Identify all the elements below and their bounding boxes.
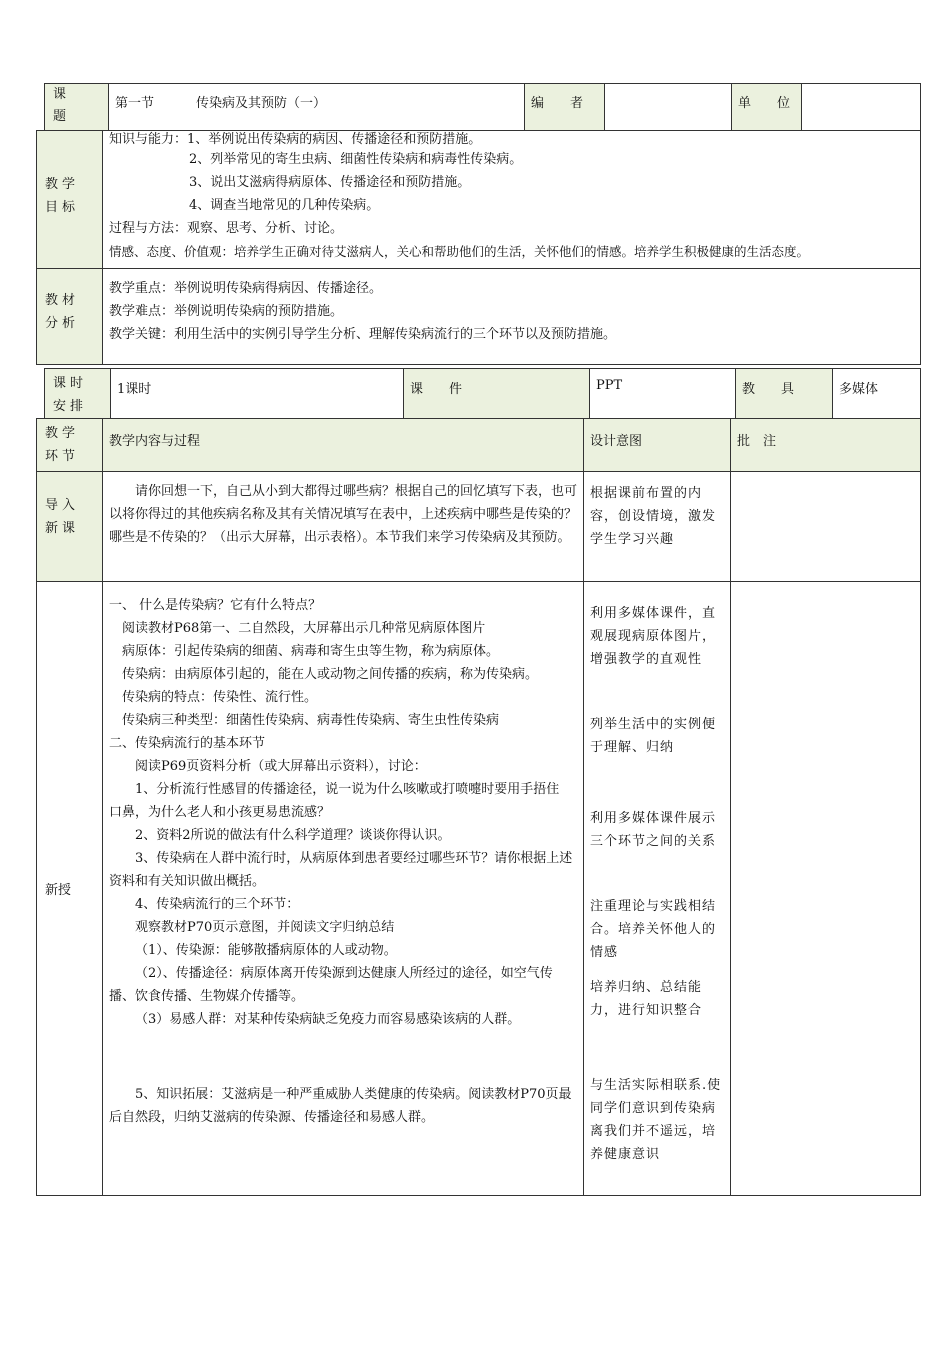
new-line: 1、分析流行性感冒的传播途径，说一说为什么咳嗽或打喷嚏时要用手捂住 <box>135 782 560 797</box>
new-intent: 与生活实际相联系.使同学们意识到传染病离我们并不遥远，培养健康意识 <box>590 1078 722 1162</box>
unit-label: 单 位 <box>738 96 791 111</box>
topic-label: 课题 <box>53 87 69 124</box>
new-line: 3、传染病在人群中流行时，从病原体到患者要经过哪些环节？请你根据上述资料和有关知识做出概括。 <box>109 851 573 889</box>
courseware-label-cell <box>404 369 590 422</box>
courseware-label: 课 件 <box>410 382 463 397</box>
process-table <box>36 418 921 1196</box>
courseware-value: PPT <box>596 378 623 393</box>
new-notes <box>731 582 921 1196</box>
tools-value: 多媒体 <box>839 382 879 397</box>
intro-intent-cell <box>584 472 731 582</box>
unit-label-cell <box>732 84 802 131</box>
tools-value-cell <box>833 369 921 422</box>
analysis-line: 教学重点：举例说明传染病得病因、传播途径。 <box>109 281 383 296</box>
topic-section: 第一节 <box>115 96 155 111</box>
notes-header: 批 注 <box>731 419 921 472</box>
analysis-line: 教学难点：举例说明传染病的预防措施。 <box>109 304 344 319</box>
new-line: 5、知识拓展：艾滋病是一种严重威胁人类健康的传染病。阅读教材P70页最后自然段，归纳艾滋病的传染源、传播途径和易感人群。 <box>109 1087 572 1125</box>
goal-line: 4、调查当地常见的几种传染病。 <box>189 198 380 213</box>
courseware-value-cell <box>590 369 736 422</box>
intro-stage-cell <box>37 472 103 582</box>
topic-label-cell <box>45 84 109 131</box>
new-line: 一、 什么是传染病？它有什么特点？ <box>109 598 322 613</box>
schedule-label-cell <box>45 369 111 422</box>
editor-value <box>605 84 732 131</box>
new-line: 4、传染病流行的三个环节： <box>135 897 300 912</box>
goals-content <box>103 131 921 269</box>
new-line: 传染病的特点：传染性、流行性。 <box>122 690 318 705</box>
new-line: （1）、传染源：能够散播病原体的人或动物。 <box>135 943 397 958</box>
goals-label: 教学目标 <box>45 177 80 215</box>
intent-header: 设计意图 <box>584 419 731 472</box>
schedule-hours-cell <box>111 369 404 422</box>
new-line: 病原体：引起传染病的细菌、病毒和寄生虫等生物，称为病原体。 <box>122 644 500 659</box>
topic-title: 传染病及其预防（一） <box>196 96 327 111</box>
editor-label: 编 者 <box>531 96 584 111</box>
goals-label-cell <box>37 131 103 269</box>
new-line: 观察教材P70页示意图，并阅读文字归纳总结 <box>135 920 395 935</box>
topic-table <box>44 83 921 131</box>
intro-content: 请你回想一下，自己从小到大都得过哪些病？根据自己的回忆填写下表，也可以将你得过的其他疾病名称及其有关情况填写在表中，上述疾病中哪些是传染的？哪些是不传染的？（出示大屏幕，出示表格）。本节我们来学习传染病及其预防。 <box>109 484 578 545</box>
new-intent-cell <box>584 582 731 1196</box>
new-stage: 新授 <box>45 883 72 898</box>
intro-intent: 根据课前布置的内容，创设情境，激发学生学习兴趣 <box>590 486 717 547</box>
new-line: 传染病：由病原体引起的，能在人或动物之间传播的疾病，称为传染病。 <box>122 667 539 682</box>
new-line: 口鼻，为什么老人和小孩更易患流感？ <box>109 805 331 820</box>
schedule-table <box>44 368 921 422</box>
new-line: 二、传染病流行的基本环节 <box>109 736 266 751</box>
goal-line: 过程与方法：观察、思考、分析、讨论。 <box>109 221 344 236</box>
content-header: 教学内容与过程 <box>103 419 584 472</box>
stage-header: 教学环节 <box>37 419 103 472</box>
new-intent: 利用多媒体课件，直观展现病原体图片，增强教学的直观性 <box>590 606 717 667</box>
editor-label-cell <box>525 84 605 131</box>
new-intent: 注重理论与实践相结合。培养关怀他人的情感 <box>590 899 717 960</box>
schedule-label: 课时安排 <box>53 376 88 414</box>
goal-line: 3、说出艾滋病得病原体、传播途径和预防措施。 <box>189 175 471 190</box>
goals-table <box>36 130 921 365</box>
goal-line: 知识与能力：1、举例说出传染病的病因、传播途径和预防措施。 <box>109 132 482 147</box>
analysis-label-cell <box>37 269 103 365</box>
tools-label-cell <box>736 369 833 422</box>
new-line: 2、资料2所说的做法有什么科学道理？谈谈你得认识。 <box>135 828 451 843</box>
new-line: 阅读P69页资料分析（或大屏幕出示资料），讨论： <box>135 759 427 774</box>
new-stage-cell <box>37 582 103 1196</box>
intro-stage: 导入新课 <box>45 498 80 536</box>
goal-line: 情感、态度、价值观：培养学生正确对待艾滋病人，关心和帮助他们的生活，关怀他们的情感。培养学生积极健康的生活态度。 <box>109 244 810 259</box>
new-line: 阅读教材P68第一、二自然段，大屏幕出示几种常见病原体图片 <box>122 621 486 636</box>
new-intent: 利用多媒体课件展示三个环节之间的关系 <box>590 811 717 849</box>
intro-notes <box>731 472 921 582</box>
analysis-line: 教学关键：利用生活中的实例引导学生分析、理解传染病流行的三个环节以及预防措施。 <box>109 327 617 342</box>
unit-value <box>802 84 921 131</box>
new-line: （3）易感人群：对某种传染病缺乏免疫力而容易感染该病的人群。 <box>135 1012 521 1027</box>
new-intent: 培养归纳、总结能力，进行知识整合 <box>590 980 703 1018</box>
new-content-cell <box>103 582 584 1196</box>
new-intent: 列举生活中的实例便于理解、归纳 <box>590 717 717 755</box>
analysis-content <box>103 269 921 365</box>
tools-label: 教 具 <box>742 382 795 397</box>
intro-content-cell <box>103 472 584 582</box>
schedule-hours: 1课时 <box>117 382 152 397</box>
goal-line: 2、列举常见的寄生虫病、细菌性传染病和病毒性传染病。 <box>189 152 523 167</box>
topic-value-cell <box>109 84 525 131</box>
new-line: 传染病三种类型：细菌性传染病、病毒性传染病、寄生虫性传染病 <box>122 713 500 728</box>
new-line: （2）、传播途径：病原体离开传染源到达健康人所经过的途径，如空气传播、饮食传播、生物媒介传播等。 <box>109 966 553 1004</box>
analysis-label: 教材分析 <box>45 293 80 331</box>
